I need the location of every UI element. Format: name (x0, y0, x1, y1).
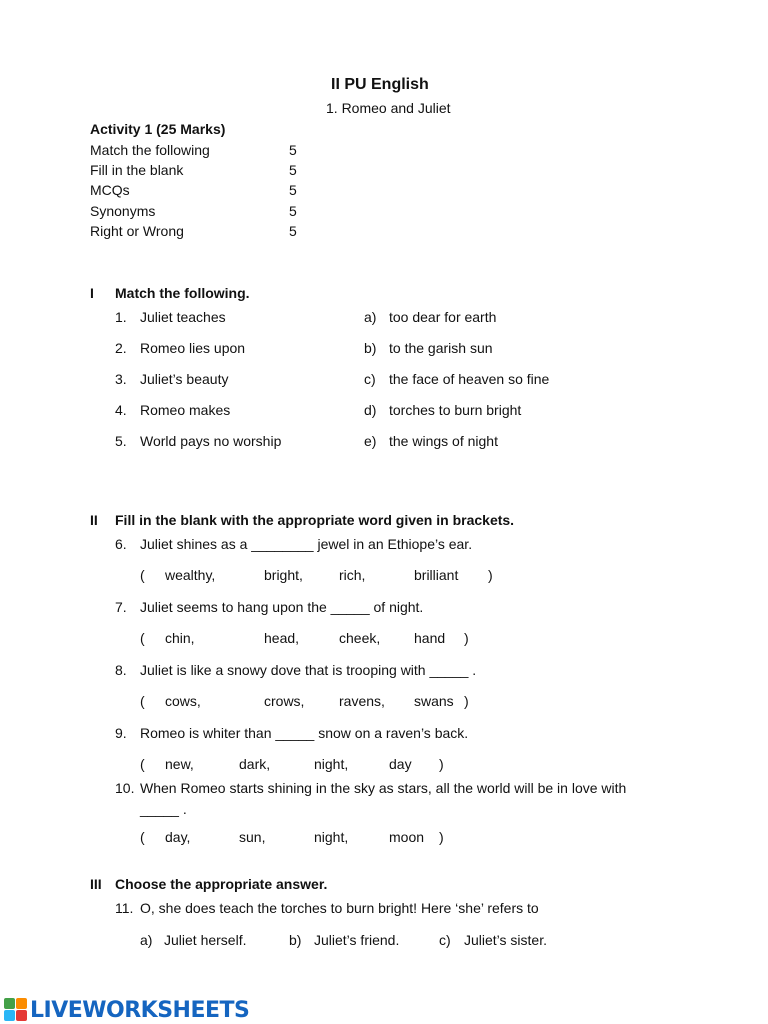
option-close-bracket: ) (488, 567, 493, 583)
match-right-text: the face of heaven so fine (389, 371, 550, 387)
answer-option-text: Juliet’s sister. (464, 932, 547, 948)
activity-row-marks: 5 (289, 162, 297, 178)
match-left-text: Juliet teaches (140, 309, 226, 325)
section-heading: Choose the appropriate answer. (115, 876, 328, 892)
question-number: 10. (115, 780, 135, 796)
section-heading: Fill in the blank with the appropriate word given in brackets. (115, 512, 515, 528)
option-close-bracket: ) (439, 829, 444, 845)
answer-option-letter: a) (140, 932, 153, 948)
question-number: 7. (115, 599, 127, 615)
question-text-continuation: _____ . (140, 801, 187, 817)
option-word: moon (389, 829, 425, 845)
option-open-bracket: ( (140, 756, 145, 772)
option-close-bracket: ) (464, 693, 469, 709)
question-text: Romeo is whiter than _____ snow on a raven’s back. (140, 725, 469, 741)
option-word: ravens, (339, 693, 385, 709)
question-text: Juliet shines as a ________ jewel in an Ethiope’s ear. (140, 536, 473, 552)
match-right-letter: c) (364, 371, 376, 387)
match-right-letter: e) (364, 433, 377, 449)
option-word: swans (414, 693, 454, 709)
match-right-letter: a) (364, 309, 377, 325)
match-right-text: the wings of night (389, 433, 498, 449)
option-word: cows, (165, 693, 201, 709)
match-right-text: torches to burn bright (389, 402, 522, 418)
liveworksheets-logo[interactable] (4, 996, 249, 1024)
section-heading: Match the following. (115, 285, 250, 301)
match-right-letter: b) (364, 340, 377, 356)
answer-option-letter: b) (289, 932, 302, 948)
question-text: Juliet seems to hang upon the _____ of night. (140, 599, 424, 615)
question-number: 11. (115, 900, 134, 916)
activity-row-marks: 5 (289, 142, 297, 158)
question-number: 9. (115, 725, 127, 741)
match-right-text: to the garish sun (389, 340, 493, 356)
question-text: O, she does teach the torches to burn bright! Here ‘she’ refers to (140, 900, 539, 916)
option-open-bracket: ( (140, 693, 145, 709)
liveworksheets-logo-icon (4, 998, 28, 1022)
option-close-bracket: ) (439, 756, 444, 772)
option-open-bracket: ( (140, 567, 145, 583)
page-title: II PU English (331, 76, 429, 93)
match-left-text: Romeo lies upon (140, 340, 246, 356)
match-left-text: World pays no worship (140, 433, 282, 449)
option-word: bright, (264, 567, 303, 583)
activity-row-label: Fill in the blank (90, 162, 184, 178)
activity-title: Activity 1 (25 Marks) (90, 121, 226, 137)
option-word: night, (314, 756, 349, 772)
match-right-text: too dear for earth (389, 309, 497, 325)
option-open-bracket: ( (140, 630, 145, 646)
option-word: cheek, (339, 630, 381, 646)
option-word: wealthy, (165, 567, 216, 583)
option-word: day (389, 756, 412, 772)
match-left-number: 5. (115, 433, 127, 449)
option-word: sun, (239, 829, 266, 845)
section-numeral: II (90, 512, 98, 528)
match-left-number: 3. (115, 371, 127, 387)
option-word: hand (414, 630, 446, 646)
answer-option-letter: c) (439, 932, 451, 948)
answer-option-text: Juliet’s friend. (314, 932, 400, 948)
option-open-bracket: ( (140, 829, 145, 845)
option-word: chin, (165, 630, 195, 646)
activity-row-label: Right or Wrong (90, 223, 184, 239)
option-word: brilliant (414, 567, 459, 583)
question-text: Juliet is like a snowy dove that is trooping with _____ . (140, 662, 477, 678)
match-right-letter: d) (364, 402, 377, 418)
activity-row-marks: 5 (289, 203, 297, 219)
match-left-number: 2. (115, 340, 127, 356)
answer-option-text: Juliet herself. (164, 932, 247, 948)
match-left-number: 1. (115, 309, 127, 325)
option-word: new, (165, 756, 194, 772)
activity-row-marks: 5 (289, 182, 297, 198)
option-word: crows, (264, 693, 305, 709)
option-word: head, (264, 630, 300, 646)
question-number: 8. (115, 662, 127, 678)
liveworksheets-logo-text: LIVEWORKSHEETS (30, 997, 250, 1023)
option-word: day, (165, 829, 191, 845)
activity-row-label: Match the following (90, 142, 210, 158)
activity-row-label: MCQs (90, 182, 130, 198)
option-word: rich, (339, 567, 366, 583)
match-left-text: Romeo makes (140, 402, 231, 418)
option-word: night, (314, 829, 349, 845)
match-left-text: Juliet’s beauty (140, 371, 229, 387)
section-numeral: I (90, 285, 94, 301)
match-left-number: 4. (115, 402, 127, 418)
activity-row-label: Synonyms (90, 203, 156, 219)
lesson-title: 1. Romeo and Juliet (326, 100, 451, 116)
question-number: 6. (115, 536, 127, 552)
option-word: dark, (239, 756, 271, 772)
section-numeral: III (90, 876, 102, 892)
question-text: When Romeo starts shining in the sky as stars, all the world will be in love with (140, 780, 627, 796)
option-close-bracket: ) (464, 630, 469, 646)
activity-row-marks: 5 (289, 223, 297, 239)
